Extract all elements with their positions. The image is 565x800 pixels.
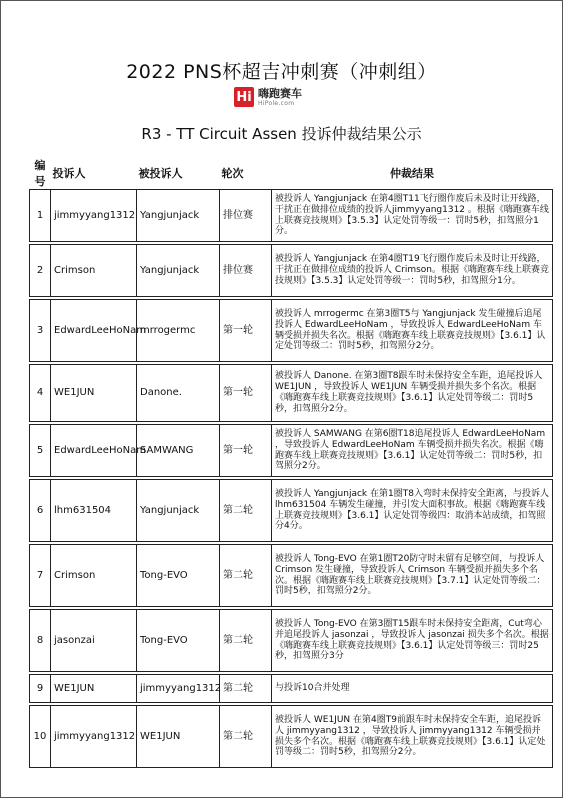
cell-defendant: Yangjunjack <box>137 480 220 542</box>
cell-round: 第二轮 <box>220 706 272 768</box>
table-row <box>30 190 553 242</box>
cell-defendant: Tong-EVO <box>137 610 220 672</box>
table-row <box>30 545 553 607</box>
cell-number: 9 <box>30 675 51 703</box>
header-plaintiff: 投诉人 <box>52 167 86 180</box>
cell-round: 第一轮 <box>220 425 272 477</box>
cell-plaintiff: jimmyyang1312 <box>51 706 137 768</box>
cell-round: 第二轮 <box>220 480 272 542</box>
cell-result: 被投诉人 mrrogermc 在第3圈T5与 Yangjunjack 发生碰撞后追尾投诉人 EdwardLeeHoNam ，导致投诉人 EdwardLeeHoNam 车辆受损并损失名次。根据《嗨跑赛车线上联赛竞技规则》【3.6.1】认定处罚等级二：罚时5秒，扣驾照分2分。 <box>272 300 553 362</box>
cell-result: 被投诉人 Tong-EVO 在第3圈T15跟车时未保持安全距离，Cut弯心并追尾投诉人 jasonzai ，导致投诉人 jasonzai 损失多个名次。根据《嗨跑赛车线上联赛竞技规则》【3.6.1】认定处罚等级三：罚时25秒，扣驾照分3分 <box>272 610 553 672</box>
logo-name-cn: 嗨跑赛车 <box>258 86 302 100</box>
cell-defendant: SAMWANG <box>137 425 220 477</box>
cell-plaintiff: jasonzai <box>51 610 137 672</box>
cell-plaintiff: EdwardLeeHoNam <box>51 425 137 477</box>
header-number: 编号 <box>34 159 46 188</box>
logo-mark-icon: Hi <box>234 87 254 107</box>
table-row <box>30 365 553 422</box>
cell-round: 第二轮 <box>220 545 272 607</box>
cell-result: 被投诉人 SAMWANG 在第6圈T18追尾投诉人 EdwardLeeHoNam ，导致投诉人 EdwardLeeHoNam 车辆受损并损失名次。根据《嗨跑赛车线上联赛竞技规则》【3.6.1】认定处罚等级二：罚时5秒，扣驾照分2分。 <box>272 425 553 477</box>
cell-plaintiff: WE1JUN <box>51 365 137 422</box>
cell-defendant: Yangjunjack <box>137 190 220 242</box>
cell-plaintiff: jimmyyang1312 <box>51 190 137 242</box>
cell-number: 6 <box>30 480 51 542</box>
cell-number: 4 <box>30 365 51 422</box>
cell-result: 被投诉人 Danone. 在第3圈T8跟车时未保持安全车距，追尾投诉人 WE1JUN ，导致投诉人 WE1JUN 车辆受损并损失多个名次。根据《嗨跑赛车线上联赛竞技规则》【3.6.1】认定处罚等级二：罚时5秒，扣驾照分2分。 <box>272 365 553 422</box>
cell-plaintiff: Crimson <box>51 245 137 297</box>
cell-defendant: WE1JUN <box>137 706 220 768</box>
cell-number: 2 <box>30 245 51 297</box>
cell-result: 被投诉人 Tong-EVO 在第1圈T20防守时未留有足够空间，与投诉人 Crimson 发生碰撞，导致投诉人 Crimson 车辆受损并损失多个名次。根据《嗨跑赛车线上联赛竞技规则》【3.7.1】认定处罚等级二：罚时5秒，扣驾照分2分。 <box>272 545 553 607</box>
cell-plaintiff: EdwardLeeHoNam <box>51 300 137 362</box>
table-row <box>30 425 553 477</box>
table-row <box>30 245 553 297</box>
cell-defendant: Tong-EVO <box>137 545 220 607</box>
cell-number: 10 <box>30 706 51 768</box>
cell-defendant: mrrogermc <box>137 300 220 362</box>
cell-result: 被投诉人 Yangjunjack 在第4圈T19飞行圈作废后未及时让开线路，干扰正在做排位成绩的投诉人 Crimson。根据《嗨跑赛车线上联赛竞技规则》【3.5.3】认定处罚等级一：罚时5秒，扣驾照分1分。 <box>272 245 553 297</box>
cell-result: 与投诉10合并处理 <box>272 675 553 703</box>
cell-round: 第一轮 <box>220 300 272 362</box>
cell-round: 第二轮 <box>220 675 272 703</box>
cell-result: 被投诉人 WE1JUN 在第4圈T9前跟车时未保持安全车距，追尾投诉人 jimmyyang1312 ，导致投诉人 jimmyyang1312 车辆受损并损失多个名次。根据《嗨跑赛车线上联赛竞技规则》【3.6.1】认定处罚等级二：罚时5秒，扣驾照分2分。 <box>272 706 553 768</box>
cell-number: 8 <box>30 610 51 672</box>
arbitration-table <box>29 157 553 768</box>
logo-name-en: HiPole.com <box>258 99 295 107</box>
table-row <box>30 706 553 768</box>
document-subtitle: R3 - TT Circuit Assen 投诉仲裁结果公示 <box>141 125 422 143</box>
cell-number: 7 <box>30 545 51 607</box>
header-result: 仲裁结果 <box>390 167 434 180</box>
document-title: 2022 PNS杯超吉冲刺赛（冲刺组） <box>126 61 437 83</box>
cell-result: 被投诉人 Yangjunjack 在第1圈T8入弯时未保持安全距离，与投诉人 lhm631504 车辆发生碰撞，并引发大面积事故。根据《嗨跑赛车线上联赛竞技规则》【3.6.1】认定处罚等级四：取消本站成绩，扣驾照分4分。 <box>272 480 553 542</box>
cell-defendant: jimmyyang1312 <box>137 675 220 703</box>
table-header-row <box>30 157 553 190</box>
cell-round: 第二轮 <box>220 610 272 672</box>
header-round: 轮次 <box>221 167 244 180</box>
table-row <box>30 480 553 542</box>
cell-round: 排位赛 <box>220 190 272 242</box>
table-row <box>30 300 553 362</box>
cell-round: 排位赛 <box>220 245 272 297</box>
cell-defendant: Danone. <box>137 365 220 422</box>
cell-round: 第一轮 <box>220 365 272 422</box>
cell-number: 3 <box>30 300 51 362</box>
cell-plaintiff: lhm631504 <box>51 480 137 542</box>
table-row <box>30 610 553 672</box>
cell-number: 1 <box>30 190 51 242</box>
table-body <box>30 190 553 768</box>
header-defendant: 被投诉人 <box>138 167 183 180</box>
cell-number: 5 <box>30 425 51 477</box>
cell-result: 被投诉人 Yangjunjack 在第4圈T11飞行圈作废后未及时让开线路，干扰正在做排位成绩的投诉人jimmyyang1312 。根据《嗨跑赛车线上联赛竞技规则》【3.5.3】认定处罚等级一：罚时5秒，扣驾照分1分。 <box>272 190 553 242</box>
table-row <box>30 675 553 703</box>
hipole-logo <box>234 85 302 109</box>
cell-plaintiff: Crimson <box>51 545 137 607</box>
cell-plaintiff: WE1JUN <box>51 675 137 703</box>
cell-defendant: Yangjunjack <box>137 245 220 297</box>
